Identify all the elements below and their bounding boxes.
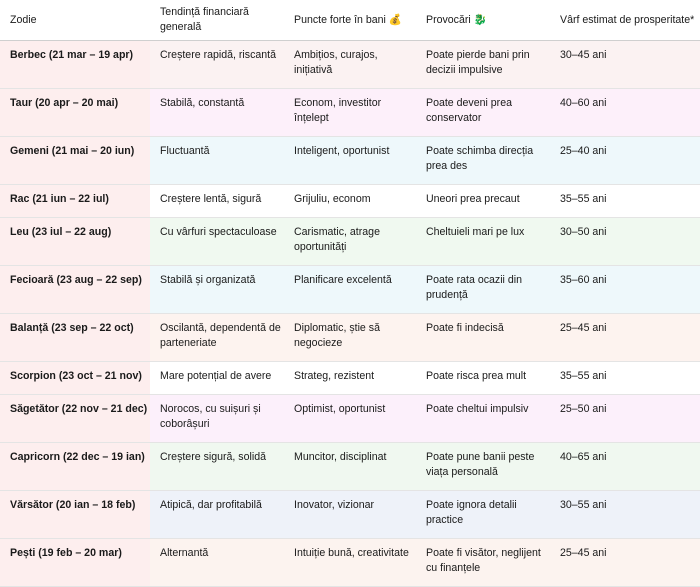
header-trend: Tendință financiară generală [150, 0, 284, 41]
table-row [0, 314, 700, 362]
challenges-cell: Poate fi indecisă [416, 314, 550, 362]
strengths-cell: Ambițios, curajos, inițiativă [284, 41, 416, 89]
sign-cell: Vărsător (20 ian – 18 feb) [0, 491, 150, 539]
strengths-cell: Strateg, rezistent [284, 362, 416, 395]
table-row [0, 491, 700, 539]
trend-cell: Fluctuantă [150, 137, 284, 185]
challenges-cell: Poate cheltui impulsiv [416, 395, 550, 443]
trend-cell: Cu vârfuri spectaculoase [150, 218, 284, 266]
strengths-cell: Carismatic, atrage oportunități [284, 218, 416, 266]
table-row [0, 443, 700, 491]
challenges-cell: Poate ignora detalii practice [416, 491, 550, 539]
table-row [0, 362, 700, 395]
table-row [0, 137, 700, 185]
sign-cell: Pești (19 feb – 20 mar) [0, 539, 150, 587]
challenges-cell: Cheltuieli mari pe lux [416, 218, 550, 266]
peak-cell: 35–60 ani [550, 266, 700, 314]
challenges-cell: Poate deveni prea conservator [416, 89, 550, 137]
strengths-cell: Intuiție bună, creativitate [284, 539, 416, 587]
sign-cell: Berbec (21 mar – 19 apr) [0, 41, 150, 89]
table-header-row [0, 0, 700, 41]
challenges-cell: Poate pierde bani prin decizii impulsive [416, 41, 550, 89]
header-strengths: Puncte forte în bani 💰 [284, 0, 416, 41]
strengths-cell: Econom, investitor înțelept [284, 89, 416, 137]
peak-cell: 35–55 ani [550, 185, 700, 218]
peak-cell: 25–50 ani [550, 395, 700, 443]
sign-cell: Taur (20 apr – 20 mai) [0, 89, 150, 137]
trend-cell: Stabilă și organizată [150, 266, 284, 314]
trend-cell: Oscilantă, dependentă de parteneriate [150, 314, 284, 362]
header-zodie: Zodie [0, 0, 150, 41]
sign-cell: Rac (21 iun – 22 iul) [0, 185, 150, 218]
peak-cell: 25–45 ani [550, 539, 700, 587]
trend-cell: Creștere lentă, sigură [150, 185, 284, 218]
peak-cell: 35–55 ani [550, 362, 700, 395]
strengths-cell: Grijuliu, econom [284, 185, 416, 218]
sign-cell: Fecioară (23 aug – 22 sep) [0, 266, 150, 314]
sign-cell: Balanță (23 sep – 22 oct) [0, 314, 150, 362]
table-row [0, 395, 700, 443]
challenges-cell: Poate risca prea mult [416, 362, 550, 395]
peak-cell: 25–40 ani [550, 137, 700, 185]
strengths-cell: Muncitor, disciplinat [284, 443, 416, 491]
sign-cell: Gemeni (21 mai – 20 iun) [0, 137, 150, 185]
peak-cell: 40–65 ani [550, 443, 700, 491]
peak-cell: 30–50 ani [550, 218, 700, 266]
peak-cell: 30–55 ani [550, 491, 700, 539]
sign-cell: Săgetător (22 nov – 21 dec) [0, 395, 150, 443]
trend-cell: Stabilă, constantă [150, 89, 284, 137]
strengths-cell: Diplomatic, știe să negocieze [284, 314, 416, 362]
table-row [0, 89, 700, 137]
trend-cell: Creștere sigură, solidă [150, 443, 284, 491]
sign-cell: Capricorn (22 dec – 19 ian) [0, 443, 150, 491]
strengths-cell: Optimist, oportunist [284, 395, 416, 443]
trend-cell: Norocos, cu suișuri și coborâșuri [150, 395, 284, 443]
trend-cell: Atipică, dar profitabilă [150, 491, 284, 539]
table-row [0, 539, 700, 587]
table-row [0, 41, 700, 89]
strengths-cell: Inovator, vizionar [284, 491, 416, 539]
challenges-cell: Poate schimba direcția prea des [416, 137, 550, 185]
challenges-cell: Poate rata ocazii din prudență [416, 266, 550, 314]
trend-cell: Alternantă [150, 539, 284, 587]
challenges-cell: Uneori prea precaut [416, 185, 550, 218]
table-row [0, 185, 700, 218]
strengths-cell: Planificare excelentă [284, 266, 416, 314]
peak-cell: 40–60 ani [550, 89, 700, 137]
trend-cell: Creștere rapidă, riscantă [150, 41, 284, 89]
peak-cell: 30–45 ani [550, 41, 700, 89]
challenges-cell: Poate fi visător, neglijent cu finanțele [416, 539, 550, 587]
challenges-cell: Poate pune banii peste viața personală [416, 443, 550, 491]
peak-cell: 25–45 ani [550, 314, 700, 362]
sign-cell: Leu (23 iul – 22 aug) [0, 218, 150, 266]
table-row [0, 266, 700, 314]
header-peak: Vârf estimat de prosperitate* [550, 0, 700, 41]
sign-cell: Scorpion (23 oct – 21 nov) [0, 362, 150, 395]
strengths-cell: Inteligent, oportunist [284, 137, 416, 185]
trend-cell: Mare potențial de avere [150, 362, 284, 395]
header-challenges: Provocări 🐉 [416, 0, 550, 41]
table-row [0, 218, 700, 266]
